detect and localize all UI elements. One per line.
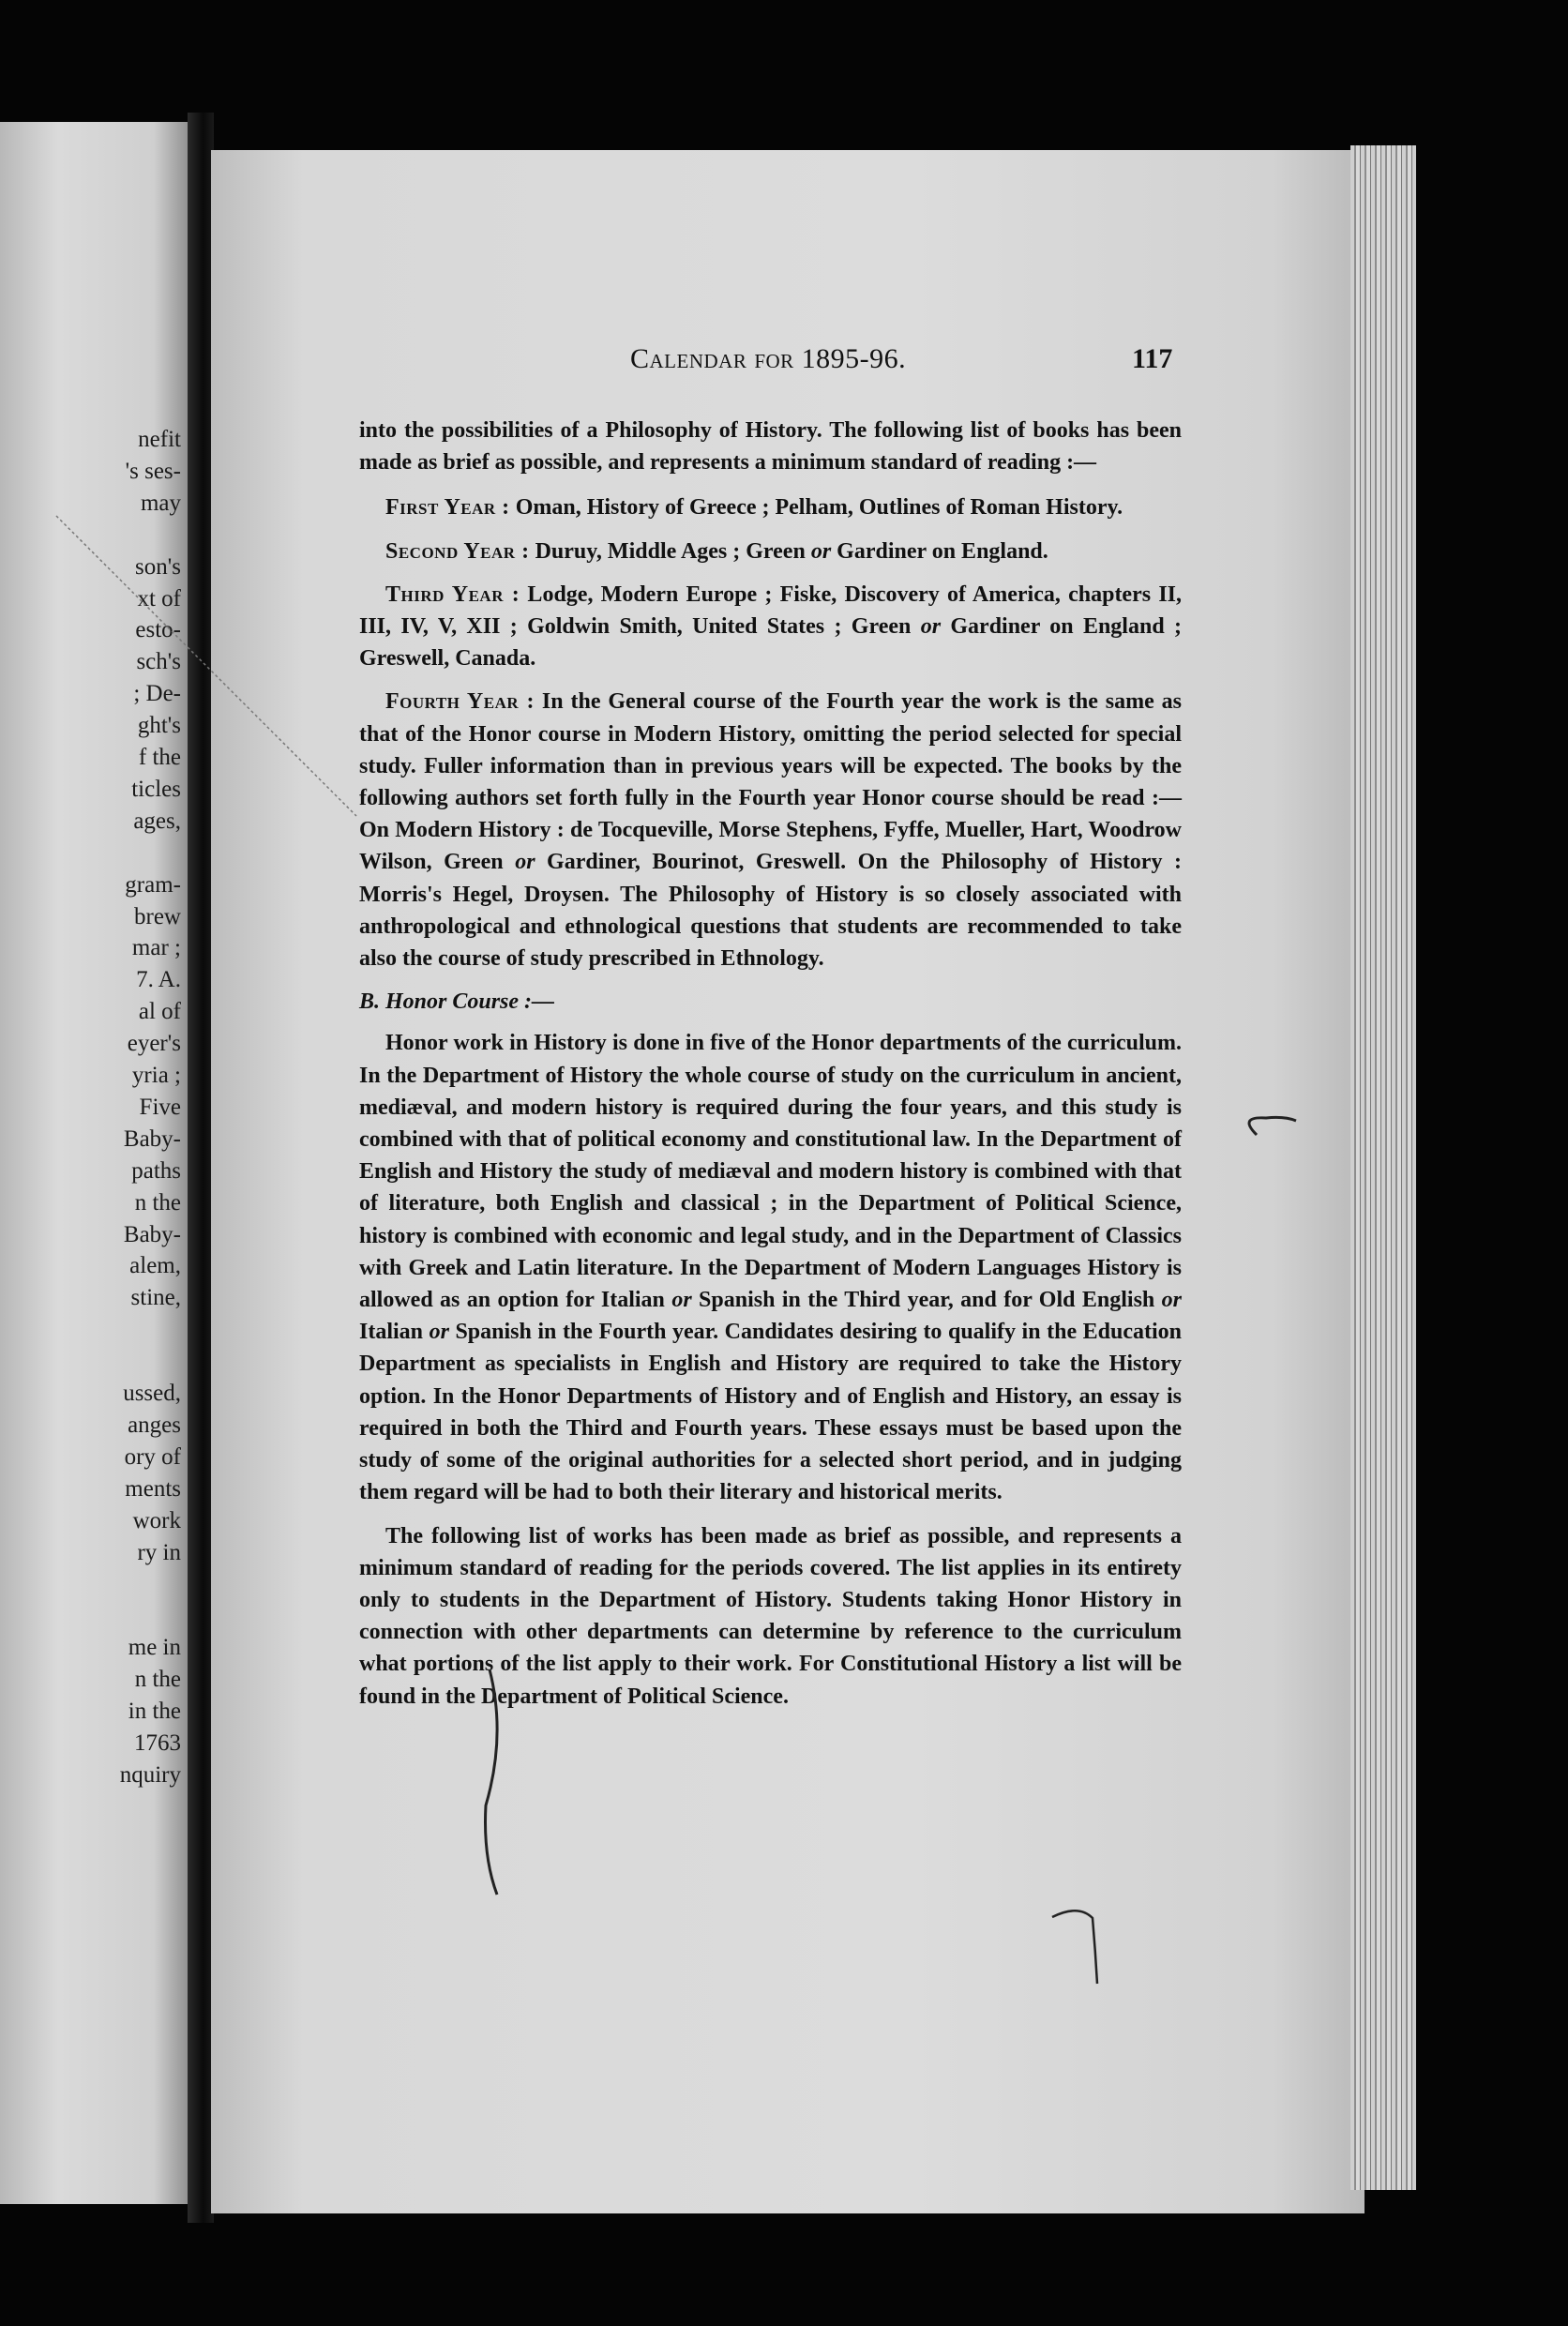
page-body bbox=[359, 415, 1182, 1724]
left-page-fragment: 7. A. bbox=[136, 967, 181, 993]
honor-or-2: or bbox=[1161, 1288, 1183, 1313]
left-page-fragment: nefit bbox=[138, 427, 181, 452]
running-header bbox=[630, 343, 906, 375]
left-page-fragment: in the bbox=[128, 1699, 181, 1724]
left-page-fragment: alem, bbox=[129, 1253, 181, 1279]
left-page-fragment: ory of bbox=[124, 1443, 181, 1470]
left-page-fragment: stine, bbox=[130, 1285, 181, 1311]
left-page-fragment: work bbox=[132, 1507, 181, 1533]
left-page-fragment: son's bbox=[135, 553, 181, 580]
left-page-fragment: anges bbox=[128, 1412, 181, 1438]
honor-course-heading: B. Honor Course :— bbox=[359, 989, 555, 1015]
left-page-fragment: may bbox=[140, 490, 181, 516]
fourth-year-text-b: Gardiner, Bourinot, Greswell. On the Philosophy of History : Morris's Hegel, Droysen. The Philosophy of History is so closely associated with anthropological and ethnological questions that students are recommended to take also the course of study prescribed in Ethnology. bbox=[359, 850, 1182, 972]
second-year-text-a: Duruy, Middle Ages ; Green bbox=[529, 538, 811, 564]
second-year-or: or bbox=[810, 538, 832, 564]
left-page-fragment: ussed, bbox=[123, 1381, 181, 1406]
left-page-fragment: ticles bbox=[131, 776, 181, 802]
left-page-fragment: ages, bbox=[133, 808, 181, 834]
left-page-fragment: eyer's bbox=[127, 1031, 181, 1057]
honor-text-b: Spanish in the Third year, and for Old English bbox=[691, 1288, 1162, 1313]
reading-list-paragraph: The following list of works has been made as brief as possible, and represents a minimum standard of reading for the periods covered. The list applies in its entirety only to students in the Department of History. Students taking Honor History in connection with other departments can determine by reference to the curriculum what portions of the list apply to their work. For Constitutional History a list will be found in the Department of Political Science. bbox=[359, 1523, 1182, 1709]
left-page-fragment: al of bbox=[138, 999, 181, 1025]
left-page-fragment: ght's bbox=[137, 713, 181, 739]
left-page-fragment: ; De- bbox=[133, 681, 181, 707]
honor-or-3: or bbox=[429, 1320, 449, 1345]
left-page-fragment: f the bbox=[138, 745, 181, 770]
left-page-fragment: Baby- bbox=[123, 1221, 181, 1247]
fourth-year-entry bbox=[359, 686, 1182, 974]
left-page-fragment: paths bbox=[131, 1157, 181, 1184]
second-year-text-b: Gardiner on England. bbox=[831, 538, 1048, 564]
left-page-fragment: brew bbox=[134, 903, 181, 929]
left-page-fragment: esto- bbox=[135, 617, 181, 643]
page-edges bbox=[1350, 145, 1416, 2190]
third-year-entry bbox=[359, 579, 1182, 675]
second-year-label: Second Year : bbox=[385, 538, 530, 564]
left-page-fragment: yria ; bbox=[131, 1063, 181, 1088]
honor-or-1: or bbox=[671, 1288, 692, 1313]
honor-course-paragraph bbox=[359, 1027, 1182, 1508]
first-year-text: Oman, History of Greece ; Pelham, Outlines of Roman History. bbox=[509, 495, 1123, 521]
left-page-fragment: ry in bbox=[137, 1539, 181, 1565]
left-page-fragment: mar ; bbox=[131, 935, 181, 961]
left-page-fragment: Five bbox=[139, 1094, 181, 1120]
left-page-fragment: 's ses- bbox=[125, 458, 181, 484]
left-page-fragment: me in bbox=[128, 1635, 181, 1661]
third-year-text-b: Gardiner on England ; Greswell, Canada. bbox=[359, 614, 1182, 672]
left-page-fragment: xt of bbox=[137, 585, 181, 612]
left-page-fragment: n the bbox=[134, 1189, 181, 1216]
left-page-fragment: gram- bbox=[125, 871, 181, 898]
first-year-entry bbox=[359, 491, 1182, 523]
fourth-year-label: Fourth Year : bbox=[385, 689, 535, 715]
left-page-fragment: Baby- bbox=[123, 1125, 181, 1152]
honor-text-a: Honor work in History is done in five of the Honor departments of the curriculum. In the Department of History the whole course of study on the curriculum in ancient, mediæval, and modern history is required during the four years, and this study is combined with that of political economy and constitutional law. In the Department of English and History the study of mediæval and modern history is combined with that of literature, both English and classical ; in the Department of Political Science, history is combined with economic and legal study, and in the Department of Classics with Greek and Latin literature. In the Department of Modern Languages History is allowed as an option for Italian bbox=[359, 1031, 1182, 1313]
third-year-or: or bbox=[920, 614, 942, 640]
left-page-fragment: nquiry bbox=[119, 1761, 181, 1788]
left-page-fragment: 1763 bbox=[134, 1729, 181, 1756]
fourth-year-text-a: In the General course of the Fourth year the work is the same as that of the Honor course in Modern History, omitting the period selected for special study. Fuller information than in previous years will be expected. The books by the following authors set forth fully in the Fourth year Honor course should be read :—On Modern History : de Tocqueville, Morse Stephens, Fyffe, Mueller, Hart, Woodrow Wilson, Green bbox=[359, 689, 1182, 875]
page-number: 117 bbox=[1132, 343, 1173, 374]
third-year-text-a: Lodge, Modern Europe ; Fiske, Discovery of America, chapters II, III, IV, V, XII ; Goldwin Smith, United States ; Green bbox=[359, 582, 1182, 640]
honor-text-d: Spanish in the Fourth year. Candidates desiring to qualify in the Education Department as specialists in English and History are required to take the History option. In the Honor Departments of History and of English and History, an essay is required in both the Third and Fourth years. These essays must be based upon the study of some of the original authorities for a selected short period, and in judging them regard will be had to both their literary and historical merits. bbox=[359, 1320, 1182, 1505]
first-year-label: First Year : bbox=[385, 495, 510, 521]
third-year-label: Third Year : bbox=[385, 582, 520, 607]
left-page-fragment: sch's bbox=[136, 649, 181, 675]
left-page-fragment: n the bbox=[134, 1667, 181, 1693]
honor-text-c: Italian bbox=[359, 1320, 430, 1345]
fourth-year-or: or bbox=[515, 850, 535, 875]
paragraph-intro: into the possibilities of a Philosophy of History. The following list of books has been made as brief as possible, and represents a minimum standard of reading :— bbox=[359, 418, 1182, 476]
second-year-entry bbox=[359, 536, 1182, 567]
header-title: Calendar for 1895-96. bbox=[630, 343, 907, 374]
left-page-fragment: ments bbox=[125, 1475, 181, 1502]
